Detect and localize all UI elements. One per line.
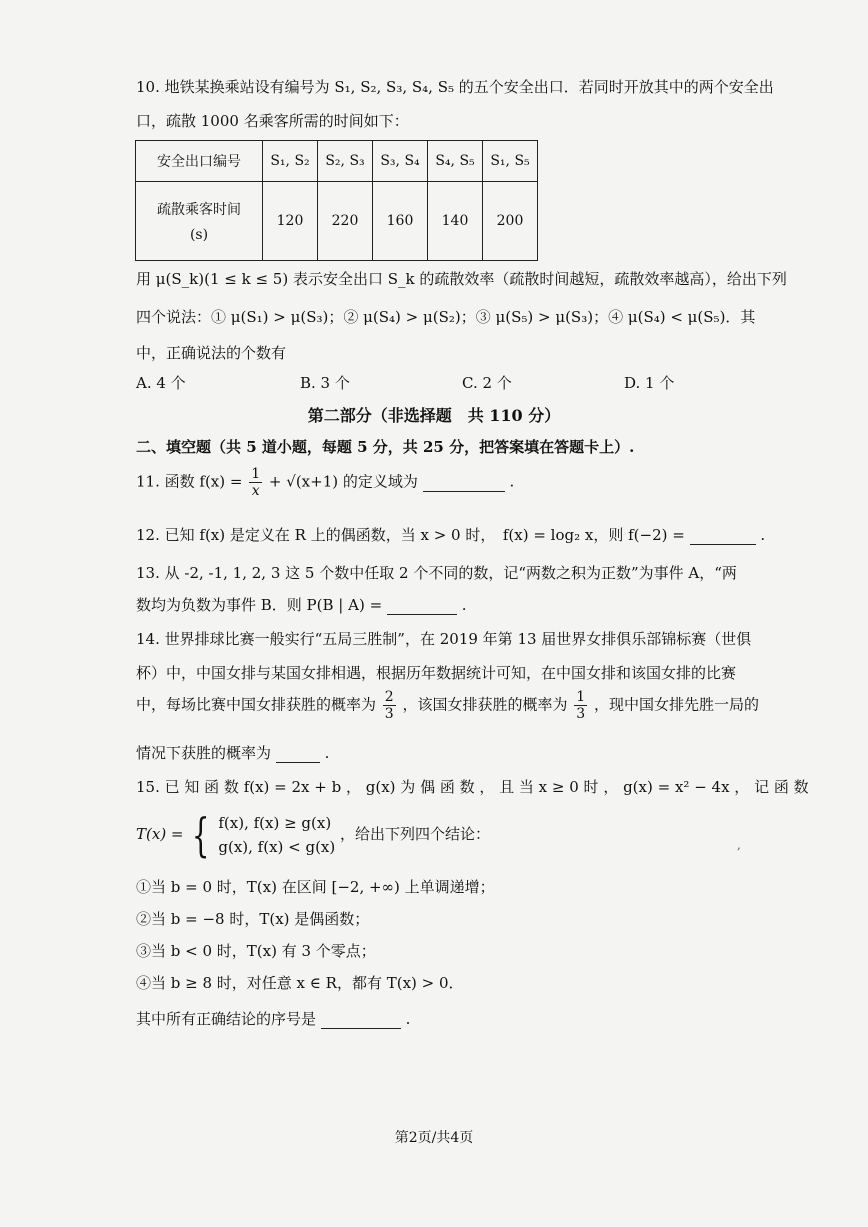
q14-line-1: 14. 世界排球比赛一般实行“五局三胜制”，在 2019 年第 13 届世界女排俱乐部锦标赛（世俱 bbox=[136, 630, 752, 648]
table-cell: 200 bbox=[483, 182, 538, 261]
table-row bbox=[136, 182, 538, 261]
q14-line-3 bbox=[136, 689, 759, 722]
answer-blank[interactable] bbox=[387, 596, 457, 615]
q10-line-1: 10. 地铁某换乘站设有编号为 S₁, S₂, S₃, S₄, S₅ 的五个安全出口．若同时开放其中的两个安全出 bbox=[136, 78, 774, 96]
page-footer: 第2页/共4页 bbox=[394, 1130, 474, 1146]
table-header-cell: S₁, S₂ bbox=[263, 141, 318, 182]
row-label-line-2: (s) bbox=[189, 227, 209, 243]
q10-line-3: 用 μ(S_k)(1 ≤ k ≤ 5) 表示安全出口 S_k 的疏散效率（疏散时间越短，疏散效率越高），给出下列 bbox=[136, 270, 787, 288]
table-row-label bbox=[136, 182, 263, 261]
q14-line-4-text: 情况下获胜的概率为 bbox=[136, 744, 272, 762]
table-cell: 160 bbox=[373, 182, 428, 261]
piecewise-case-2: g(x), f(x) < g(x) bbox=[218, 838, 336, 856]
q15-final-text: 其中所有正确结论的序号是 bbox=[136, 1010, 317, 1028]
fraction-denominator: 3 bbox=[384, 706, 394, 723]
table-header-row bbox=[136, 141, 538, 182]
left-brace-icon: { bbox=[192, 808, 210, 862]
fraction-numerator: 1 bbox=[251, 466, 261, 482]
q15-conclusion-2: ②当 b = −8 时，T(x) 是偶函数； bbox=[136, 910, 370, 928]
row-label-line-1: 疏散乘客时间 bbox=[157, 202, 241, 218]
table-cell: 140 bbox=[428, 182, 483, 261]
q14-line-4 bbox=[136, 742, 329, 763]
q14-line-3-a: 中，每场比赛中国女排获胜的概率为 bbox=[136, 695, 377, 714]
section-title: 第二部分（非选择题 共 110 分） bbox=[307, 406, 561, 425]
fraction-denominator: x bbox=[251, 483, 260, 500]
piecewise-prefix: T(x) = bbox=[136, 825, 184, 843]
q15-piecewise bbox=[136, 808, 490, 862]
q13-end: . bbox=[461, 596, 467, 614]
q10-line-5: 中，正确说法的个数有 bbox=[136, 344, 287, 362]
answer-blank[interactable] bbox=[321, 1010, 401, 1029]
q14-line-3-c: ，现中国女排先胜一局的 bbox=[594, 695, 760, 714]
section-instruction: 二、填空题（共 5 道小题，每题 5 分，共 25 分，把答案填在答题卡上）. bbox=[136, 438, 635, 456]
q15-final bbox=[136, 1008, 410, 1029]
q11 bbox=[136, 466, 514, 499]
q15-conclusion-1: ①当 b = 0 时，T(x) 在区间 [−2, +∞) 上单调递增； bbox=[136, 878, 495, 896]
q13-line-2 bbox=[136, 594, 466, 615]
q12-end: . bbox=[760, 526, 766, 544]
q14-line-2: 杯）中，中国女排与某国女排相遇，根据历年数据统计可知，在中国女排和该国女排的比赛 bbox=[136, 664, 737, 682]
choice-c: C. 2 个 bbox=[462, 374, 512, 392]
choice-d: D. 1 个 bbox=[624, 374, 675, 392]
table-header-cell: S₄, S₅ bbox=[428, 141, 483, 182]
fraction-denominator: 3 bbox=[576, 706, 586, 723]
answer-blank[interactable] bbox=[423, 473, 505, 492]
q15-conclusion-3: ③当 b < 0 时，T(x) 有 3 个零点； bbox=[136, 942, 376, 960]
q10-line-2: 口，疏散 1000 名乘客所需的时间如下： bbox=[136, 112, 409, 130]
stray-mark: , bbox=[737, 838, 741, 852]
evacuation-table bbox=[135, 140, 538, 261]
answer-blank[interactable] bbox=[690, 526, 756, 545]
q14-fraction-1 bbox=[383, 689, 396, 722]
choice-a: A. 4 个 bbox=[136, 374, 186, 392]
answer-blank[interactable] bbox=[276, 744, 320, 763]
q13-line-2-text: 数均为负数为事件 B．则 P(B | A) = bbox=[136, 596, 387, 614]
table-header-cell: S₁, S₅ bbox=[483, 141, 538, 182]
q11-end: . bbox=[509, 472, 515, 491]
fraction-numerator: 2 bbox=[384, 689, 394, 705]
table-header-cell: S₃, S₄ bbox=[373, 141, 428, 182]
table-header-cell: 安全出口编号 bbox=[136, 141, 263, 182]
piecewise-suffix: ，给出下列四个结论： bbox=[340, 825, 491, 843]
q15-conclusion-4: ④当 b ≥ 8 时，对任意 x ∈ R，都有 T(x) > 0． bbox=[136, 974, 464, 992]
q11-fraction bbox=[249, 466, 262, 499]
q13-line-1: 13. 从 -2, -1, 1, 2, 3 这 5 个数中任取 2 个不同的数，记“两数之积为正数”为事件 A，“两 bbox=[136, 564, 737, 582]
table-header-cell: S₂, S₃ bbox=[318, 141, 373, 182]
table-cell: 220 bbox=[318, 182, 373, 261]
piecewise-case-1: f(x), f(x) ≥ g(x) bbox=[218, 814, 332, 832]
fraction-numerator: 1 bbox=[576, 689, 586, 705]
q11-prefix: 11. 函数 f(x) = bbox=[136, 472, 248, 491]
q15-end: . bbox=[405, 1010, 411, 1028]
q12-text: 12. 已知 f(x) 是定义在 R 上的偶函数，当 x > 0 时， f(x) = log₂ x，则 f(−2) = bbox=[136, 526, 690, 544]
q14-end: . bbox=[324, 744, 330, 762]
q15-line-1: 15. 已 知 函 数 f(x) = 2x + b ， g(x) 为 偶 函 数 ， 且 当 x ≥ 0 时 ， g(x) = x² − 4x ， 记 函 数 bbox=[136, 778, 809, 796]
choice-b: B. 3 个 bbox=[300, 374, 350, 392]
q14-fraction-2 bbox=[574, 689, 587, 722]
q12 bbox=[136, 524, 765, 545]
q14-line-3-b: ，该国女排获胜的概率为 bbox=[402, 695, 568, 714]
q11-suffix: + √(x+1) 的定义域为 bbox=[268, 472, 418, 491]
piecewise-cases bbox=[218, 811, 335, 859]
table-cell: 120 bbox=[263, 182, 318, 261]
q10-line-4: 四个说法：① μ(S₁) > μ(S₃)；② μ(S₄) > μ(S₂)；③ μ(S₅) > μ(S₃)；④ μ(S₄) < μ(S₅)．其 bbox=[136, 308, 756, 326]
